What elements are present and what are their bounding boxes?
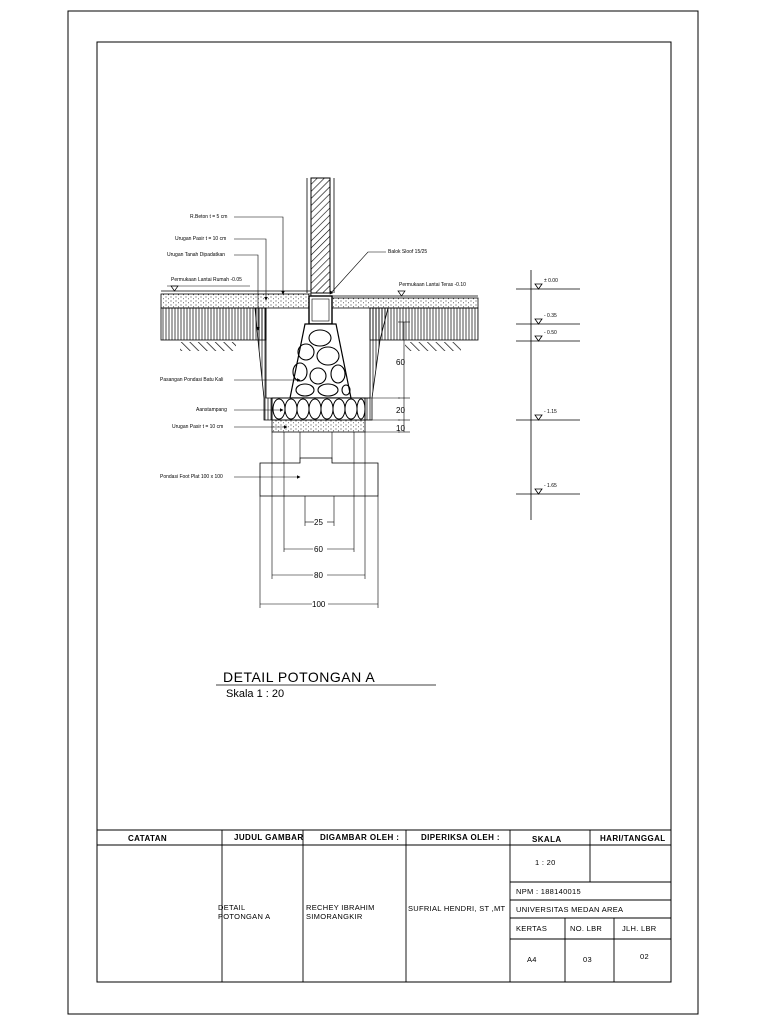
header-skala: SKALA	[532, 835, 562, 844]
header-judul: JUDUL GAMBAR	[234, 833, 304, 842]
sand-layer-right	[330, 298, 478, 308]
level-035: - 0.35	[544, 313, 557, 319]
sand-layer-left	[161, 294, 311, 308]
dim-height-20: 20	[396, 406, 405, 415]
dim-width-60: 60	[314, 545, 323, 554]
callout-aanstamping: Aanstampang	[196, 407, 227, 413]
foundation-section	[161, 178, 478, 496]
judul-line-1: DETAIL	[218, 903, 246, 912]
kertas-value: A4	[527, 955, 537, 964]
drawing-title: DETAIL POTONGAN A	[223, 669, 376, 685]
skala-value: 1 : 20	[535, 858, 556, 867]
kertas-label: KERTAS	[516, 924, 548, 933]
sand-bed	[272, 420, 365, 432]
brick-wall	[311, 178, 330, 293]
jlh-lbr-label: JLH. LBR	[622, 924, 657, 933]
jlh-lbr-value: 02	[640, 952, 649, 961]
drawing-scale: Skala 1 : 20	[226, 688, 285, 700]
callout-urugan-pasir-top: Urugan Pasir t = 10 cm	[175, 236, 227, 242]
callout-rbeton: R.Beton t = 5 cm	[190, 214, 228, 220]
stone-foundation	[290, 324, 351, 398]
callout-lantai-teras: Permukaan Lantai Teras -0.10	[399, 282, 466, 288]
header-digambar: DIGAMBAR OLEH :	[320, 833, 400, 842]
diperiksa-name: SUFRIAL HENDRI, ST ,MT	[408, 904, 506, 913]
callout-lantai-rumah: Permukaan Lantai Rumah -0.05	[171, 277, 242, 283]
outer-border	[68, 11, 698, 1014]
callout-foot-plat: Pondasi Foot Plat 100 x 100	[160, 474, 223, 480]
digambar-line-2: SIMORANGKIR	[306, 912, 363, 921]
dim-width-100: 100	[312, 600, 326, 609]
level-0: ± 0.00	[544, 278, 558, 284]
header-diperiksa: DIPERIKSA OLEH :	[421, 833, 500, 842]
callout-pasangan-pondasi: Pasangan Pondasi Batu Kali	[160, 377, 224, 383]
no-lbr-value: 03	[583, 955, 592, 964]
level-115: - 1.15	[544, 409, 557, 415]
compacted-fill-left	[161, 308, 266, 340]
level-050: - 0.50	[544, 330, 557, 336]
dim-width-25: 25	[314, 518, 323, 527]
digambar-line-1: RECHEY IBRAHIM	[306, 903, 375, 912]
soil-right	[405, 342, 461, 351]
level-165: - 1.65	[544, 483, 557, 489]
soil-left	[180, 342, 236, 351]
callout-urugan-pasir-bottom: Urugan Pasir t = 10 cm	[172, 424, 224, 430]
npm-value: NPM : 188140015	[516, 887, 581, 896]
header-catatan: CATATAN	[128, 834, 168, 843]
dim-height-60: 60	[396, 358, 405, 367]
callout-urugan-tanah: Urugan Tanah Dipadatkan	[167, 252, 226, 258]
header-hari: HARI/TANGGAL	[600, 834, 666, 843]
dim-height-10: 10	[396, 424, 405, 433]
no-lbr-label: NO. LBR	[570, 924, 603, 933]
judul-line-2: POTONGAN A	[218, 912, 271, 921]
callout-balok-sloof: Balok Sloof 15/25	[388, 249, 428, 255]
sloof-beam	[309, 296, 332, 324]
university-name: UNIVERSITAS MEDAN AREA	[516, 905, 624, 914]
dim-width-80: 80	[314, 571, 323, 580]
